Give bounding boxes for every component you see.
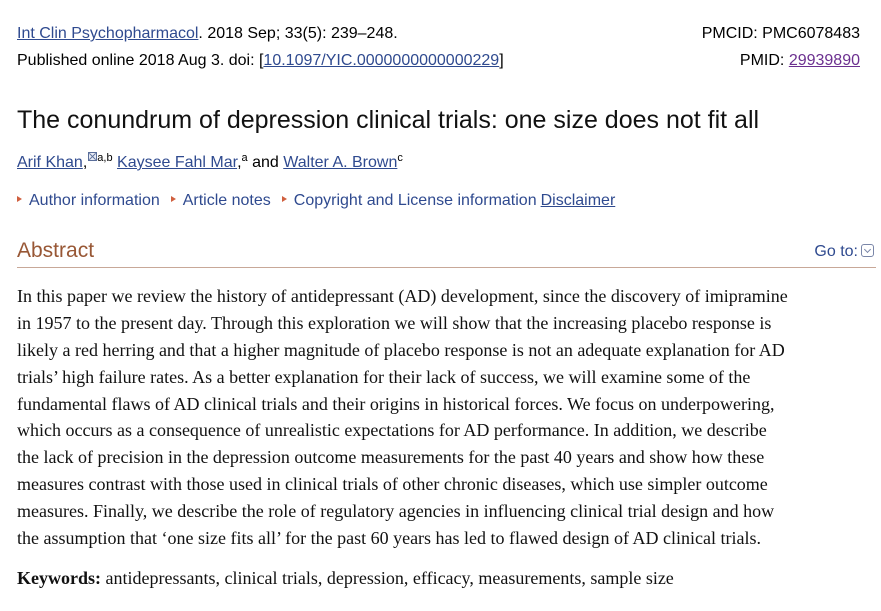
envelope-icon[interactable]	[88, 152, 97, 161]
abstract-line: measures contrast with those used in clinical trials of other chronic diseases, which use simpler outcome	[17, 474, 768, 495]
publication-row	[17, 51, 860, 71]
abstract-line: In this paper we review the history of antidepressant (AD) development, since the discovery of imipramine	[17, 286, 788, 306]
author-affiliation: c	[397, 152, 403, 164]
author-affiliation: a,b	[97, 152, 113, 164]
keywords	[17, 566, 674, 590]
author-link[interactable]: Arif Khan	[17, 154, 83, 171]
keywords-list: antidepressants, clinical trials, depression, efficacy, measurements, sample size	[101, 568, 674, 588]
pmcid: PMCID: PMC6078483	[701, 25, 860, 42]
abstract-body	[17, 283, 873, 552]
pmid-block	[740, 51, 860, 71]
expander-label: Copyright and License information	[293, 192, 537, 209]
author-separator: ,	[237, 154, 242, 171]
keywords-label: Keywords:	[17, 568, 101, 588]
article-notes-toggle[interactable]	[171, 191, 271, 211]
abstract-line: which occurs as a consequence of unrealistic expectations for AD performance. In addition, we describe	[17, 420, 767, 441]
abstract-heading: Abstract	[17, 239, 95, 262]
abstract-line: the lack of precision in the depression outcome measurements for the past 40 years and show how these	[17, 447, 765, 468]
goto-label: Go to:	[814, 243, 858, 260]
triangle-right-icon	[171, 196, 176, 202]
abstract-header	[17, 238, 876, 268]
abstract-line: measures. Finally, we describe the role of regulatory agencies in influencing clinical trial design and how	[17, 501, 775, 522]
section-divider	[17, 267, 876, 268]
published-suffix: ]	[499, 52, 504, 69]
author-and: and	[247, 154, 284, 171]
author-link[interactable]: Walter A. Brown	[283, 154, 398, 171]
citation-row	[17, 24, 860, 44]
published-prefix: Published online 2018 Aug 3. doi: [	[17, 52, 264, 69]
goto-menu[interactable]	[814, 242, 874, 262]
pmid-label: PMID:	[739, 52, 789, 69]
issue-info: . 2018 Sep; 33(5): 239–248.	[198, 25, 398, 42]
author-information-toggle[interactable]	[17, 191, 160, 211]
abstract-line: in 1957 to the present day. Through this exploration we will show that the increasing placebo response is	[17, 312, 772, 333]
doi-link[interactable]: 10.1097/YIC.0000000000000229	[263, 52, 500, 69]
article-title: The conundrum of depression clinical trials: one size does not fit all	[17, 106, 760, 134]
article-expanders	[17, 191, 615, 211]
copyright-toggle[interactable]	[282, 191, 537, 211]
author-affiliation: a	[241, 152, 248, 164]
disclaimer-link[interactable]: Disclaimer	[540, 192, 616, 209]
triangle-right-icon	[17, 196, 22, 202]
abstract-line: fundamental flaws of AD clinical trials and their origins in historical forces. We focus on underpowering,	[17, 393, 775, 414]
expander-label: Author information	[29, 192, 160, 209]
chevron-down-icon	[861, 244, 874, 257]
author-separator: ,	[82, 154, 88, 171]
triangle-right-icon	[282, 196, 287, 202]
author-link[interactable]: Kaysee Fahl Mar	[117, 154, 238, 171]
abstract-line: the assumption that ‘one size fits all’ for the past 60 years has led to flawed design of AD clinical trials.	[17, 528, 761, 549]
author-list	[17, 152, 403, 173]
abstract-line: trials’ high failure rates. As a better explanation for their lack of success, we will examine some of the	[17, 366, 751, 387]
pmid-link[interactable]: 29939890	[788, 52, 860, 69]
journal-link[interactable]: Int Clin Psychopharmacol	[17, 25, 199, 42]
abstract-line: likely a red herring and that a higher magnitude of placebo response is not an adequate explanation for AD	[17, 339, 785, 360]
expander-label: Article notes	[182, 192, 271, 209]
